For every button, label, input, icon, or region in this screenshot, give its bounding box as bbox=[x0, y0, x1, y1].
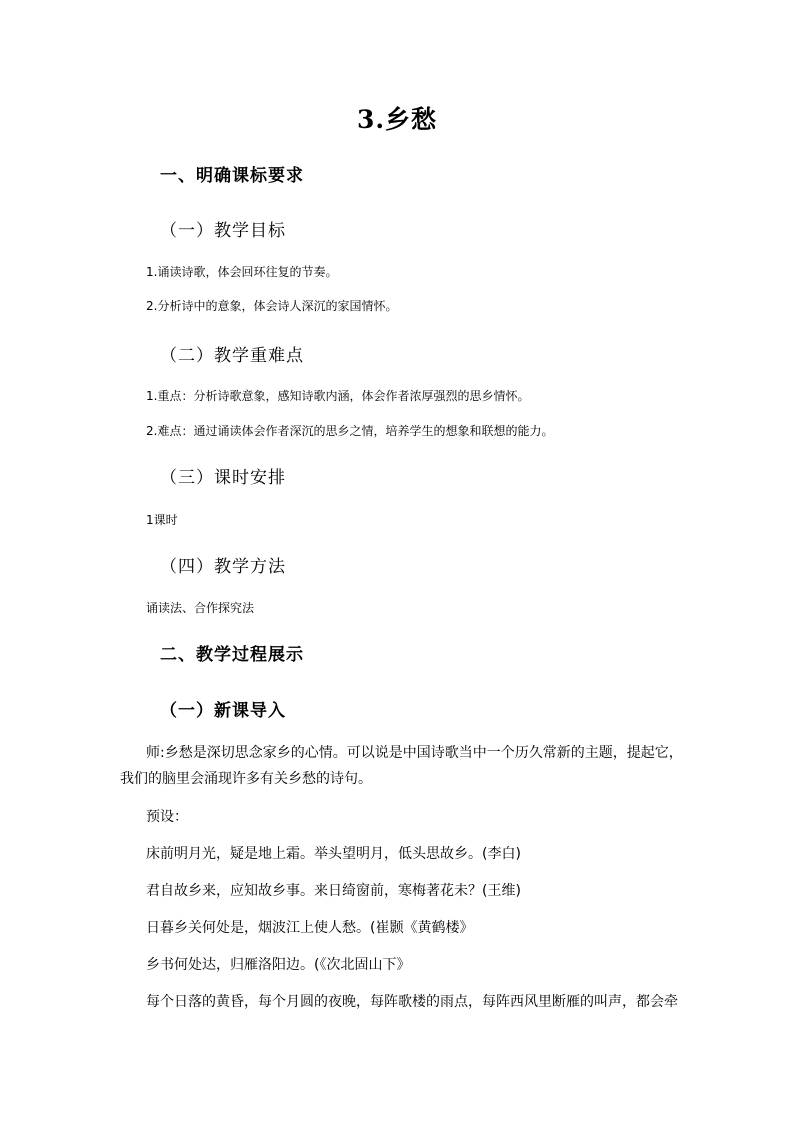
subheading-schedule: （三）课时安排 bbox=[160, 468, 286, 488]
poem-line-3: 日暮乡关何处是，烟波江上使人愁。(崔颢《黄鹤楼》 bbox=[146, 920, 474, 936]
preset-label: 预设： bbox=[146, 809, 188, 825]
poem-line-1: 床前明月光，疑是地上霜。举头望明月，低头思故乡。(李白) bbox=[146, 846, 521, 862]
page-title: 3.乡愁 bbox=[356, 105, 438, 134]
goal-item-2: 2.分析诗中的意象，体会诗人深沉的家国情怀。 bbox=[146, 299, 398, 313]
poem-line-4: 乡书何处达，归雁洛阳边。(《次北固山下》 bbox=[146, 957, 411, 973]
subheading-teaching-goals: （一）教学目标 bbox=[160, 221, 286, 241]
section-heading-process: 二、教学过程展示 bbox=[160, 645, 304, 665]
poem-line-2: 君自故乡来，应知故乡事。来日绮窗前，寒梅著花未？(王维) bbox=[146, 883, 521, 899]
methods-text: 诵读法、合作探究法 bbox=[146, 601, 255, 615]
subheading-intro: （一）新课导入 bbox=[160, 701, 286, 721]
section-heading-requirements: 一、明确课标要求 bbox=[160, 166, 304, 186]
closing-paragraph-line: 每个日落的黄昏，每个月圆的夜晚，每阵歌楼的雨点，每阵西风里断雁的叫声，都会牵 bbox=[146, 994, 678, 1010]
schedule-text: 1课时 bbox=[146, 513, 178, 527]
intro-paragraph-line-1: 师:乡愁是深切思念家乡的心情。可以说是中国诗歌当中一个历久常新的主题，提起它， bbox=[146, 745, 683, 761]
key-point-item-1: 1.重点：分析诗歌意象，感知诗歌内涵，体会作者浓厚强烈的思乡情怀。 bbox=[146, 389, 530, 403]
goal-item-1: 1.诵读诗歌，体会回环往复的节奏。 bbox=[146, 265, 338, 279]
subheading-key-points: （二）教学重难点 bbox=[160, 346, 304, 366]
key-point-item-2: 2.难点：通过诵读体会作者深沉的思乡之情，培养学生的想象和联想的能力。 bbox=[146, 424, 554, 438]
intro-paragraph-line-2: 我们的脑里会涌现许多有关乡愁的诗句。 bbox=[120, 771, 372, 787]
subheading-methods: （四）教学方法 bbox=[160, 557, 286, 577]
